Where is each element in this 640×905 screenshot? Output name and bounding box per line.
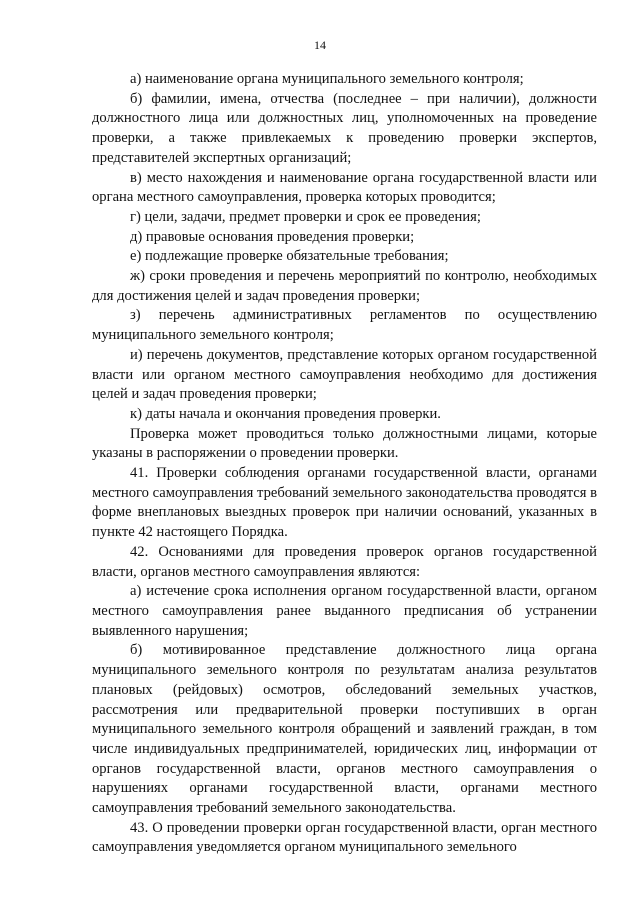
page-number: 14	[314, 38, 326, 52]
document-body	[92, 70, 597, 858]
paragraph-item-g: г) цели, задачи, предмет проверки и срок ее проведения;	[130, 208, 481, 225]
paragraph-item-z: з) перечень административных регламентов по осуществлению муниципального земельного контроля;	[92, 307, 597, 344]
paragraph-item-zh: ж) сроки проведения и перечень мероприятий по контролю, необходимых для достижения целей и задач проведения проверки;	[92, 268, 597, 304]
paragraph-section-42: 42. Основаниями для проведения проверок органов государственной власти, органов местного самоуправления являются:	[92, 543, 597, 580]
paragraph-item-k: к) даты начала и окончания проведения проверки.	[130, 405, 441, 422]
paragraph-item-d: д) правовые основания проведения проверки;	[130, 228, 415, 245]
paragraph-item-i: и) перечень документов, представление которых органом государственной власти или органом местного самоуправления необходимо для достижения целей и задач проведения проверки;	[92, 346, 597, 403]
paragraph-inspection-officials: Проверка может проводиться только должностными лицами, которые указаны в распоряжении о проведении проверки.	[92, 425, 597, 462]
paragraph-item-v: в) место нахождения и наименование органа государственной власти или органа местного самоуправления, проверка которых проводится;	[92, 169, 597, 206]
paragraph-section-41: 41. Проверки соблюдения органами государственной власти, органами местного самоуправления требований земельного законодательства проводятся в форме внеплановых выездных проверок при наличии оснований, указанных в пункте 42 настоящего Порядка.	[92, 465, 597, 541]
paragraph-item-a: а) наименование органа муниципального земельного контроля;	[130, 71, 524, 87]
paragraph-item-e: е) подлежащие проверке обязательные требования;	[130, 248, 449, 265]
paragraph-42-item-b: б) мотивированное представление должностного лица органа муниципального земельного контроля по результатам анализа результатов плановых (рейдовых) осмотров, обследований земельных участков, рассмотрения или предварительной проверки поступивших в орган муниципального земельного контроля обращений и заявлений граждан, в том числе индивидуальных предпринимателей, юридических лиц, информации от органов государственной власти, органов местного самоуправления о нарушениях органами государственной власти, органами местного самоуправления требований земельного законодательства.	[92, 642, 597, 817]
paragraph-section-43: 43. О проведении проверки орган государственной власти, орган местного самоуправления уведомляется органом муниципального земельного	[92, 819, 597, 856]
paragraph-42-item-a: а) истечение срока исполнения органом государственной власти, органом местного самоуправления ранее выданного предписания об устранении выявленного нарушения;	[92, 583, 597, 639]
paragraph-item-b: б) фамилии, имена, отчества (последнее – при наличии), должности должностного лица или должностных лиц, уполномоченных на проведение проверки, а также привлекаемых к проведению проверки экспертов, представителей экспертных организаций;	[92, 90, 597, 166]
